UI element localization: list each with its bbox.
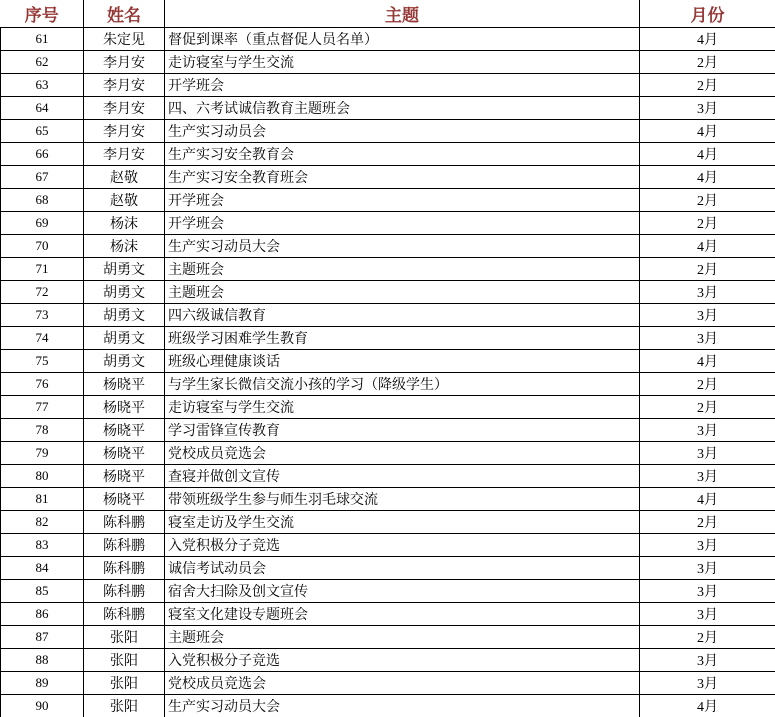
cell-topic: 学习雷锋宣传教育 [165, 418, 640, 441]
cell-topic: 生产实习动员会 [165, 119, 640, 142]
cell-topic: 诚信考试动员会 [165, 556, 640, 579]
cell-name: 杨晓平 [84, 464, 165, 487]
cell-name: 胡勇文 [84, 326, 165, 349]
table-row [1, 234, 775, 257]
cell-month: 3月 [640, 280, 775, 303]
table-row [1, 625, 775, 648]
cell-no: 87 [1, 625, 84, 648]
cell-month: 3月 [640, 602, 775, 625]
table-row [1, 441, 775, 464]
table-row [1, 372, 775, 395]
table-row [1, 142, 775, 165]
cell-no: 71 [1, 257, 84, 280]
cell-no: 85 [1, 579, 84, 602]
cell-name: 李月安 [84, 96, 165, 119]
cell-topic: 寝室文化建设专题班会 [165, 602, 640, 625]
cell-month: 3月 [640, 671, 775, 694]
table-row [1, 395, 775, 418]
cell-month: 4月 [640, 142, 775, 165]
cell-month: 3月 [640, 533, 775, 556]
cell-topic: 主题班会 [165, 280, 640, 303]
cell-month: 4月 [640, 349, 775, 372]
cell-topic: 生产实习动员大会 [165, 694, 640, 717]
cell-topic: 生产实习安全教育会 [165, 142, 640, 165]
cell-topic: 开学班会 [165, 188, 640, 211]
table-row [1, 96, 775, 119]
cell-no: 74 [1, 326, 84, 349]
cell-topic: 主题班会 [165, 625, 640, 648]
cell-no: 90 [1, 694, 84, 717]
table-row [1, 188, 775, 211]
table-row [1, 671, 775, 694]
cell-topic: 查寝并做创文宣传 [165, 464, 640, 487]
column-header-month: 月份 [640, 0, 775, 27]
cell-no: 61 [1, 27, 84, 50]
cell-no: 73 [1, 303, 84, 326]
cell-no: 69 [1, 211, 84, 234]
cell-name: 杨沫 [84, 234, 165, 257]
cell-month: 2月 [640, 188, 775, 211]
cell-month: 4月 [640, 694, 775, 717]
table-row [1, 211, 775, 234]
cell-topic: 与学生家长微信交流小孩的学习（降级学生） [165, 372, 640, 395]
cell-month: 3月 [640, 648, 775, 671]
cell-no: 66 [1, 142, 84, 165]
cell-name: 李月安 [84, 142, 165, 165]
cell-topic: 走访寝室与学生交流 [165, 50, 640, 73]
cell-no: 78 [1, 418, 84, 441]
cell-no: 65 [1, 119, 84, 142]
cell-topic: 党校成员竞选会 [165, 441, 640, 464]
cell-no: 75 [1, 349, 84, 372]
cell-name: 李月安 [84, 73, 165, 96]
cell-name: 张阳 [84, 648, 165, 671]
table-row [1, 694, 775, 717]
table-row [1, 602, 775, 625]
cell-topic: 督促到课率（重点督促人员名单） [165, 27, 640, 50]
cell-name: 张阳 [84, 694, 165, 717]
cell-month: 2月 [640, 510, 775, 533]
table-row [1, 303, 775, 326]
cell-month: 4月 [640, 119, 775, 142]
cell-name: 杨晓平 [84, 372, 165, 395]
cell-month: 3月 [640, 556, 775, 579]
cell-name: 李月安 [84, 50, 165, 73]
cell-topic: 寝室走访及学生交流 [165, 510, 640, 533]
cell-name: 张阳 [84, 625, 165, 648]
cell-name: 杨沫 [84, 211, 165, 234]
cell-name: 陈科鹏 [84, 510, 165, 533]
cell-topic: 带领班级学生参与师生羽毛球交流 [165, 487, 640, 510]
table-row [1, 27, 775, 50]
table-row [1, 73, 775, 96]
cell-topic: 四六级诚信教育 [165, 303, 640, 326]
cell-no: 64 [1, 96, 84, 119]
header-row [1, 0, 775, 27]
cell-name: 胡勇文 [84, 349, 165, 372]
cell-name: 杨晓平 [84, 418, 165, 441]
table-row [1, 165, 775, 188]
cell-month: 2月 [640, 211, 775, 234]
cell-month: 2月 [640, 372, 775, 395]
cell-no: 67 [1, 165, 84, 188]
cell-no: 62 [1, 50, 84, 73]
table-row [1, 50, 775, 73]
cell-topic: 开学班会 [165, 211, 640, 234]
cell-month: 2月 [640, 395, 775, 418]
cell-topic: 班级学习困难学生教育 [165, 326, 640, 349]
cell-topic: 入党积极分子竞选 [165, 533, 640, 556]
cell-no: 84 [1, 556, 84, 579]
table-row [1, 280, 775, 303]
cell-no: 83 [1, 533, 84, 556]
cell-month: 3月 [640, 418, 775, 441]
cell-name: 胡勇文 [84, 280, 165, 303]
cell-month: 4月 [640, 27, 775, 50]
cell-no: 70 [1, 234, 84, 257]
cell-topic: 党校成员竞选会 [165, 671, 640, 694]
cell-month: 4月 [640, 165, 775, 188]
cell-topic: 生产实习动员大会 [165, 234, 640, 257]
cell-name: 陈科鹏 [84, 602, 165, 625]
table-row [1, 464, 775, 487]
cell-topic: 入党积极分子竞选 [165, 648, 640, 671]
table-row [1, 326, 775, 349]
cell-topic: 开学班会 [165, 73, 640, 96]
cell-topic: 生产实习安全教育班会 [165, 165, 640, 188]
cell-month: 3月 [640, 303, 775, 326]
cell-month: 2月 [640, 50, 775, 73]
column-header-no: 序号 [1, 0, 84, 27]
cell-no: 79 [1, 441, 84, 464]
column-header-name: 姓名 [84, 0, 165, 27]
cell-name: 杨晓平 [84, 441, 165, 464]
cell-month: 4月 [640, 487, 775, 510]
cell-no: 77 [1, 395, 84, 418]
table-row [1, 487, 775, 510]
table-row [1, 257, 775, 280]
cell-month: 3月 [640, 579, 775, 602]
cell-no: 89 [1, 671, 84, 694]
cell-no: 81 [1, 487, 84, 510]
table-row [1, 579, 775, 602]
cell-no: 86 [1, 602, 84, 625]
cell-no: 80 [1, 464, 84, 487]
cell-month: 3月 [640, 464, 775, 487]
table-row [1, 648, 775, 671]
cell-name: 陈科鹏 [84, 533, 165, 556]
cell-name: 陈科鹏 [84, 556, 165, 579]
cell-name: 陈科鹏 [84, 579, 165, 602]
column-header-topic: 主题 [165, 0, 640, 27]
cell-topic: 宿舍大扫除及创文宣传 [165, 579, 640, 602]
table-row [1, 533, 775, 556]
table-row [1, 119, 775, 142]
table-row [1, 349, 775, 372]
cell-no: 72 [1, 280, 84, 303]
cell-no: 82 [1, 510, 84, 533]
cell-month: 2月 [640, 73, 775, 96]
cell-month: 3月 [640, 326, 775, 349]
cell-name: 杨晓平 [84, 395, 165, 418]
cell-no: 68 [1, 188, 84, 211]
cell-name: 杨晓平 [84, 487, 165, 510]
table-row [1, 556, 775, 579]
cell-name: 赵敬 [84, 188, 165, 211]
cell-name: 赵敬 [84, 165, 165, 188]
cell-topic: 主题班会 [165, 257, 640, 280]
cell-name: 朱定见 [84, 27, 165, 50]
cell-name: 张阳 [84, 671, 165, 694]
cell-month: 2月 [640, 257, 775, 280]
cell-name: 胡勇文 [84, 303, 165, 326]
cell-month: 3月 [640, 441, 775, 464]
cell-no: 63 [1, 73, 84, 96]
table-row [1, 510, 775, 533]
cell-no: 76 [1, 372, 84, 395]
cell-no: 88 [1, 648, 84, 671]
cell-topic: 四、六考试诚信教育主题班会 [165, 96, 640, 119]
cell-name: 胡勇文 [84, 257, 165, 280]
cell-month: 3月 [640, 96, 775, 119]
cell-month: 4月 [640, 234, 775, 257]
cell-topic: 班级心理健康谈话 [165, 349, 640, 372]
table-row [1, 418, 775, 441]
cell-topic: 走访寝室与学生交流 [165, 395, 640, 418]
cell-name: 李月安 [84, 119, 165, 142]
cell-month: 2月 [640, 625, 775, 648]
